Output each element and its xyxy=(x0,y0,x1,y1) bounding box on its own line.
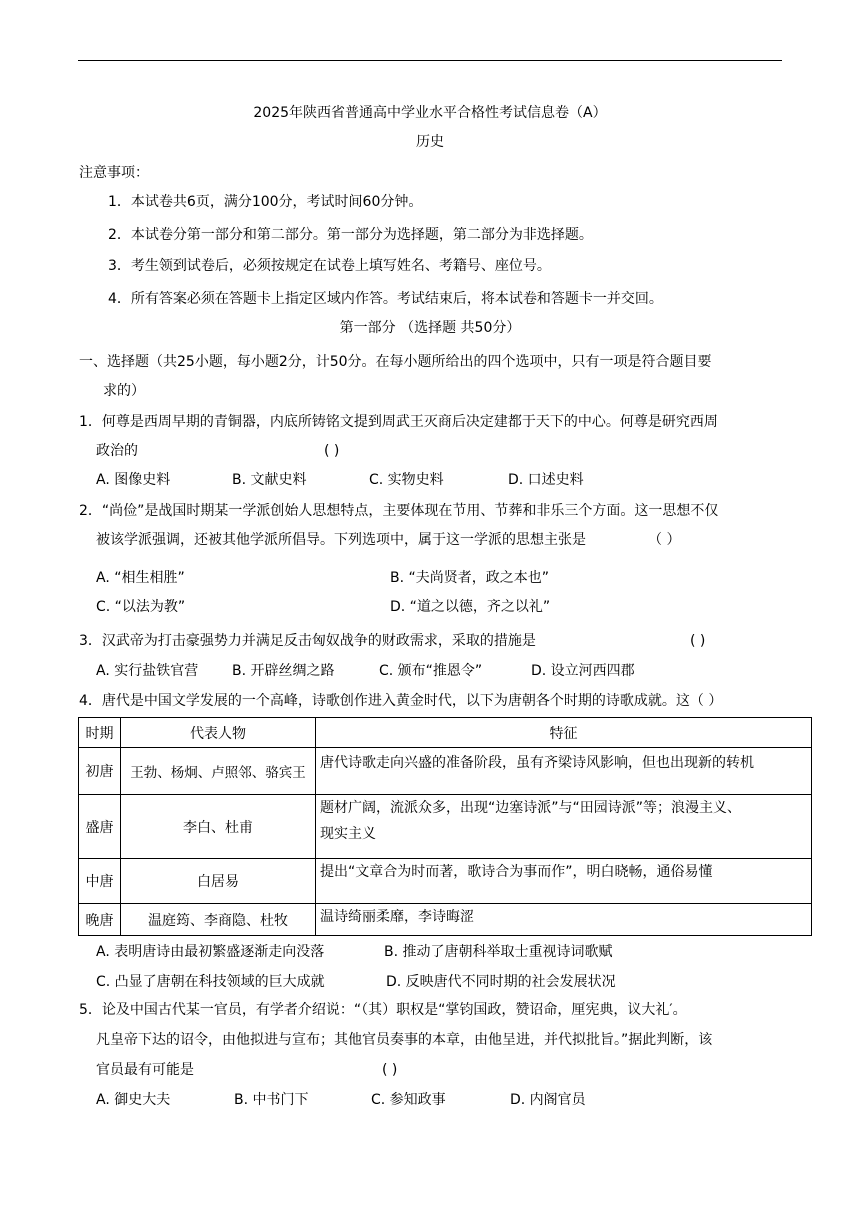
option-c: C. 参知政事 xyxy=(371,1092,446,1108)
question-5-stem-cont: 官员最有可能是 xyxy=(96,1062,194,1078)
feature-line: 温诗绮丽柔靡，李诗晦涩 xyxy=(320,909,474,925)
cell-people: 温庭筠、李商隐、杜牧 xyxy=(121,904,316,936)
option-d: D. “道之以德，齐之以礼” xyxy=(390,599,551,615)
tang-poetry-table xyxy=(78,717,812,936)
option-b: B. 中书门下 xyxy=(234,1092,309,1108)
option-d: D. 反映唐代不同时期的社会发展状况 xyxy=(386,974,616,990)
question-2-stem: 2．“尚俭”是战国时期某一学派创始人思想特点，主要体现在节用、节葬和非乐三个方面。这一思想不仅 xyxy=(79,503,719,519)
header-period: 时期 xyxy=(79,718,121,748)
notice-item: 1．本试卷共6页，满分100分，考试时间60分钟。 xyxy=(108,194,423,210)
option-d: D. 口述史料 xyxy=(508,472,584,488)
cell-feature xyxy=(316,748,812,795)
notice-item: 4．所有答案必须在答题卡上指定区域内作答。考试结束后，将本试卷和答题卡一并交回。 xyxy=(108,291,663,307)
feature-line: 题材广阔，流派众多，出现“边塞诗派”与“田园诗派”等；浪漫主义、 xyxy=(320,800,742,816)
question-5-stem-cont: 凡皇帝下达的诏令，由他拟进与宣布；其他官员奏事的本章，由他呈进，并代拟批旨。”据此判断，该 xyxy=(96,1032,713,1048)
table-row xyxy=(79,904,812,936)
cell-feature xyxy=(316,904,812,936)
feature-line: 唐代诗歌走向兴盛的准备阶段，虽有齐梁诗风影响，但也出现新的转机 xyxy=(320,755,754,771)
feature-line: 提出“文章合为时而著，歌诗合为事而作”，明白晓畅，通俗易懂 xyxy=(320,864,713,880)
question-4-stem: 4．唐代是中国文学发展的一个高峰，诗歌创作进入黄金时代，以下为唐朝各个时期的诗歌成就。这（ ） xyxy=(79,693,723,709)
notice-item: 3．考生领到试卷后，必须按规定在试卷上填写姓名、考籍号、座位号。 xyxy=(108,258,551,274)
section-instructions: 一、选择题（共25小题，每小题2分，计50分。在每小题所给出的四个选项中，只有一项是符合题目要 xyxy=(79,354,712,370)
cell-feature xyxy=(316,859,812,904)
table-header-row xyxy=(79,718,812,748)
option-c: C. 颁布“推恩令” xyxy=(379,663,483,679)
question-5-stem: 5．论及中国古代某一官员，有学者介绍说：“（其）职权是“掌钧国政，赞诏命，厘宪典，议大礼′。 xyxy=(79,1002,687,1018)
option-a: A. “相生相胜” xyxy=(96,570,185,586)
option-b: B. 开辟丝绸之路 xyxy=(232,663,335,679)
header-rule xyxy=(78,60,782,61)
option-c: C. 凸显了唐朝在科技领域的巨大成就 xyxy=(96,974,325,990)
option-b: B. “夫尚贤者，政之本也” xyxy=(390,570,550,586)
subject-title: 历史 xyxy=(416,134,444,150)
question-3-stem: 3．汉武帝为打击豪强势力并满足反击匈奴战争的财政需求，采取的措施是 xyxy=(79,633,536,649)
table-row xyxy=(79,859,812,904)
cell-period: 中唐 xyxy=(79,859,121,904)
cell-people: 王勃、杨炯、卢照邻、骆宾王 xyxy=(121,748,316,795)
table-row xyxy=(79,795,812,859)
question-2-stem-cont: 被该学派强调，还被其他学派所倡导。下列选项中，属于这一学派的思想主张是 xyxy=(96,532,586,548)
answer-bracket: （ ） xyxy=(648,532,681,548)
option-b: B. 文献史料 xyxy=(232,472,307,488)
header-feature: 特征 xyxy=(316,718,812,748)
option-a: A. 实行盐铁官营 xyxy=(96,663,199,679)
cell-period: 初唐 xyxy=(79,748,121,795)
section-instructions-cont: 求的） xyxy=(103,383,145,399)
option-d: D. 内阁官员 xyxy=(510,1092,586,1108)
option-a: A. 图像史料 xyxy=(96,472,171,488)
header-people: 代表人物 xyxy=(121,718,316,748)
feature-line: 现实主义 xyxy=(320,826,376,842)
option-b: B. 推动了唐朝科举取士重视诗词歌赋 xyxy=(384,944,613,960)
answer-bracket: ( ) xyxy=(690,633,706,649)
cell-period: 晚唐 xyxy=(79,904,121,936)
notice-item: 2．本试卷分第一部分和第二部分。第一部分为选择题，第二部分为非选择题。 xyxy=(108,227,593,243)
cell-feature xyxy=(316,795,812,859)
option-d: D. 设立河西四郡 xyxy=(531,663,635,679)
question-1-stem: 1．何尊是西周早期的青铜器，内底所铸铭文提到周武王灭商后决定建都于天下的中心。何尊是研究西周 xyxy=(79,414,718,430)
answer-bracket: ( ) xyxy=(324,443,340,459)
exam-title: 2025年陕西省普通高中学业水平合格性考试信息卷（A） xyxy=(253,105,607,121)
cell-people: 李白、杜甫 xyxy=(121,795,316,859)
cell-people: 白居易 xyxy=(121,859,316,904)
option-c: C. “以法为教” xyxy=(96,599,186,615)
question-1-stem-cont: 政治的 xyxy=(96,443,138,459)
part1-title: 第一部分 （选择题 共50分） xyxy=(339,320,521,336)
answer-bracket: ( ) xyxy=(382,1062,398,1078)
cell-period: 盛唐 xyxy=(79,795,121,859)
table-row xyxy=(79,748,812,795)
option-a: A. 御史大夫 xyxy=(96,1092,171,1108)
option-c: C. 实物史料 xyxy=(369,472,444,488)
option-a: A. 表明唐诗由最初繁盛逐渐走向没落 xyxy=(96,944,325,960)
notice-heading: 注意事项： xyxy=(79,165,149,181)
